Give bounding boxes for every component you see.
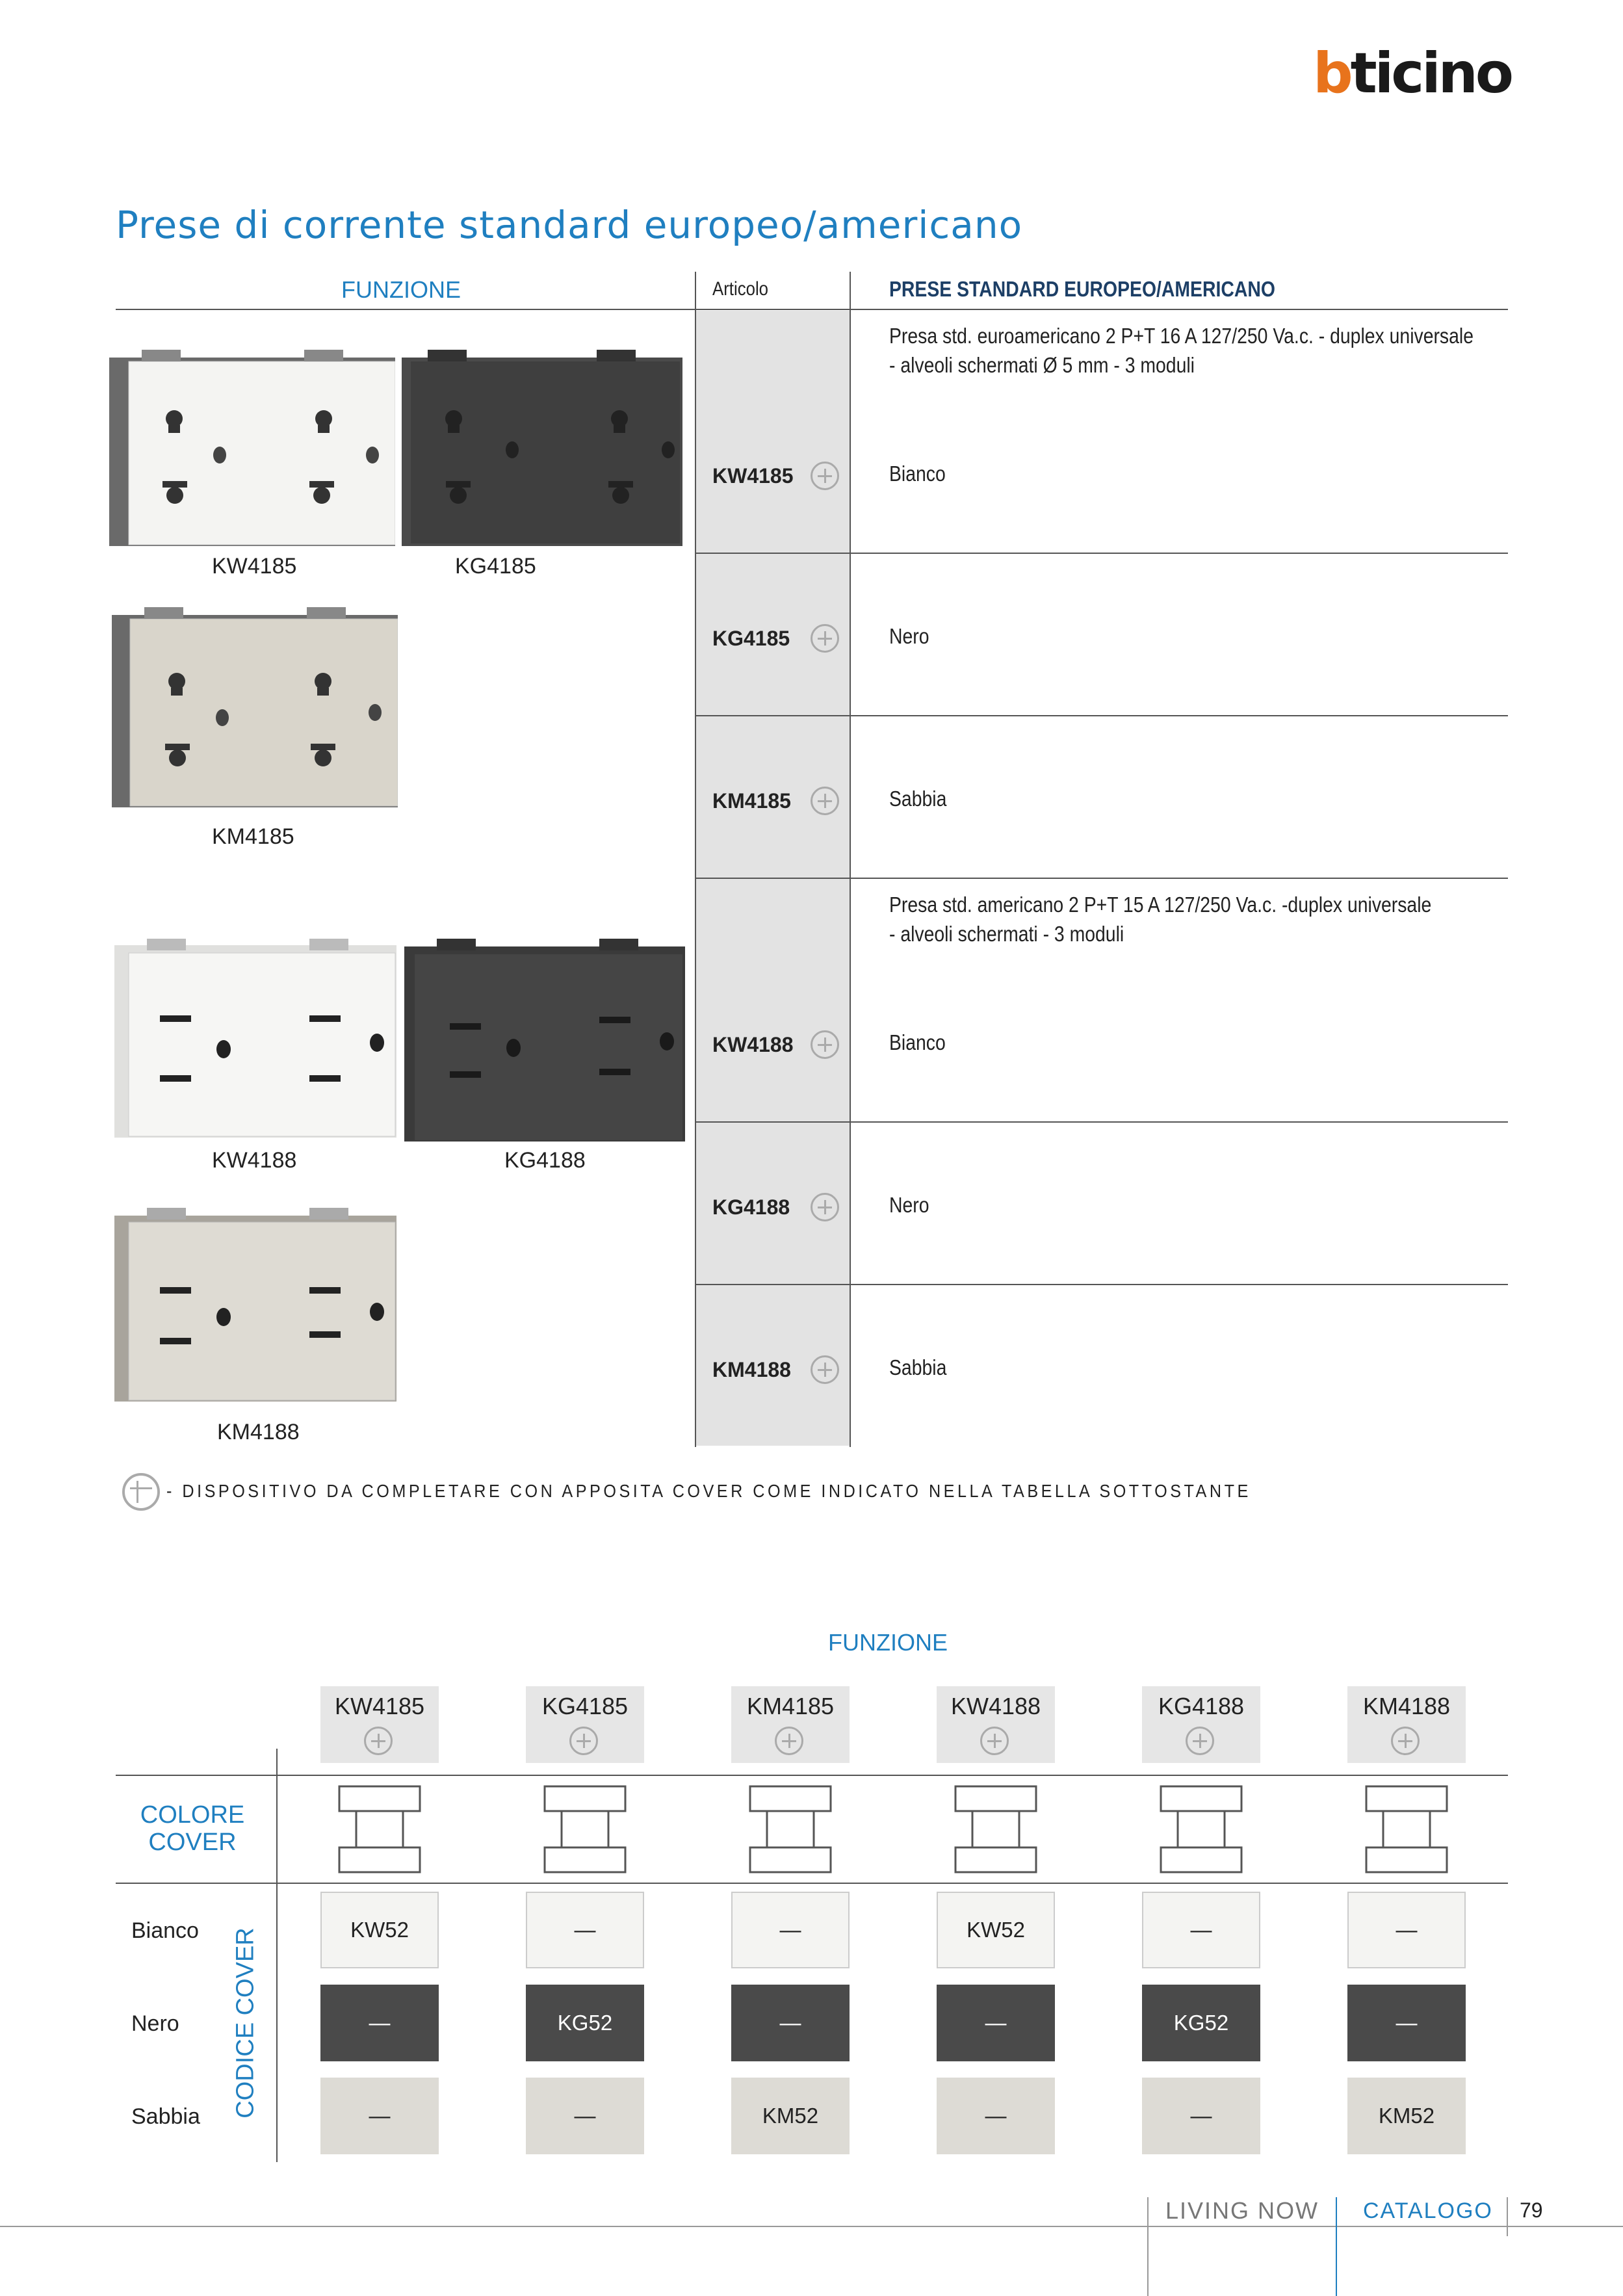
articolo-header: Articolo xyxy=(712,278,769,300)
cover-code-cell: KM52 xyxy=(731,2078,850,2154)
article-code: KW4185 xyxy=(712,464,794,488)
colore-cover-line: COVER xyxy=(148,1829,237,1856)
footer-divider xyxy=(1336,2197,1337,2296)
column-code: KM4188 xyxy=(1362,1693,1451,1719)
product-label: KW4185 xyxy=(212,554,297,579)
article-code: KW4188 xyxy=(712,1033,794,1056)
cover-code-cell: — xyxy=(1347,1892,1466,1968)
column-code: KW4188 xyxy=(950,1693,1041,1719)
footer-divider xyxy=(1507,2197,1508,2236)
product-label: KM4188 xyxy=(217,1420,300,1444)
article-code: KG4185 xyxy=(712,627,790,650)
plus-icon xyxy=(122,1473,160,1511)
color-name: Sabbia xyxy=(889,1355,947,1379)
group-description: Presa std. euroamericano 2 P+T 16 A 127/250 Va.c. - duplex universale xyxy=(889,324,1474,348)
cover-table-divider xyxy=(276,1749,278,2162)
column-divider-left xyxy=(695,272,696,1447)
article-code: KG4188 xyxy=(712,1195,790,1219)
cover-icon xyxy=(1158,1784,1244,1875)
funzione-header: FUNZIONE xyxy=(341,276,461,303)
cover-code-cell: — xyxy=(320,1985,439,2061)
footer-divider xyxy=(1147,2197,1149,2296)
product-image-km4188 xyxy=(114,1207,396,1403)
cover-code-cell: — xyxy=(526,2078,644,2154)
cover-code-cell: KM52 xyxy=(1347,2078,1466,2154)
cover-code-cell: — xyxy=(731,1892,850,1968)
product-label: KW4188 xyxy=(212,1148,297,1173)
cover-code-cell: KW52 xyxy=(937,1892,1055,1968)
cover-code-cell: — xyxy=(1347,1985,1466,2061)
color-name: Bianco xyxy=(889,1030,946,1054)
plus-icon xyxy=(364,1727,393,1755)
plus-icon xyxy=(811,1193,839,1221)
footer-rule xyxy=(0,2226,1623,2227)
product-image-kw4185 xyxy=(109,346,395,547)
row-divider xyxy=(695,878,1508,879)
plus-icon xyxy=(569,1727,598,1755)
row-divider xyxy=(695,715,1508,716)
cover-code-cell: KW52 xyxy=(320,1892,439,1968)
article-code: KM4185 xyxy=(712,789,791,813)
cover-code-cell: — xyxy=(526,1892,644,1968)
colore-cover-label xyxy=(116,1801,269,1856)
codice-cover-label: CODICE COVER xyxy=(231,1927,259,2119)
column-code: KW4185 xyxy=(334,1693,425,1719)
cover-column-header xyxy=(320,1686,439,1763)
product-image-kg4185 xyxy=(402,346,682,547)
cover-column-header xyxy=(1347,1686,1466,1763)
plus-icon xyxy=(1186,1727,1214,1755)
product-label: KM4185 xyxy=(212,824,294,849)
color-name: Nero xyxy=(889,624,929,648)
cover-code-cell: — xyxy=(1142,1892,1260,1968)
cover-code-cell: — xyxy=(937,2078,1055,2154)
group-description: - alveoli schermati Ø 5 mm - 3 moduli xyxy=(889,353,1195,377)
column-divider-right xyxy=(850,272,851,1447)
plus-icon xyxy=(811,787,839,815)
row-label: Bianco xyxy=(131,1918,199,1943)
group-description: Presa std. americano 2 P+T 15 A 127/250 Va.c. -duplex universale xyxy=(889,893,1432,917)
color-name: Sabbia xyxy=(889,787,947,811)
row-divider xyxy=(695,1121,1508,1123)
article-code: KM4188 xyxy=(712,1358,791,1381)
cover-column-header xyxy=(937,1686,1055,1763)
colore-cover-line: COLORE xyxy=(140,1801,245,1829)
cover-column-header xyxy=(731,1686,850,1763)
plus-icon xyxy=(811,1030,839,1059)
cover-table-rule xyxy=(116,1775,1508,1776)
header-rule xyxy=(116,309,1508,310)
cover-column-header xyxy=(526,1686,644,1763)
plus-icon xyxy=(811,462,839,490)
cover-code-cell: KG52 xyxy=(526,1985,644,2061)
cover-table-rule xyxy=(116,1883,1508,1884)
table-header-title: PRESE STANDARD EUROPEO/AMERICANO xyxy=(889,277,1275,301)
page-title: Prese di corrente standard europeo/americano xyxy=(116,203,1023,247)
cover-column-header xyxy=(1142,1686,1260,1763)
column-code: KG4188 xyxy=(1158,1693,1245,1719)
cover-note: - DISPOSITIVO DA COMPLETARE CON APPOSITA COVER COME INDICATO NELLA TABELLA SOTTOSTANTE xyxy=(166,1481,1251,1501)
cover-icon xyxy=(953,1784,1039,1875)
funzione-label: FUNZIONE xyxy=(828,1629,948,1656)
cover-code-cell: — xyxy=(1142,2078,1260,2154)
plus-icon xyxy=(811,624,839,653)
plus-icon xyxy=(775,1727,803,1755)
column-code: KM4185 xyxy=(746,1693,835,1719)
plus-icon xyxy=(1391,1727,1420,1755)
product-image-kw4188 xyxy=(114,936,396,1139)
plus-icon xyxy=(980,1727,1009,1755)
row-label: Sabbia xyxy=(131,2104,200,2129)
cover-icon xyxy=(1364,1784,1449,1875)
product-label: KG4188 xyxy=(504,1148,586,1173)
cover-code-cell: KG52 xyxy=(1142,1985,1260,2061)
color-name: Nero xyxy=(889,1193,929,1217)
row-label: Nero xyxy=(131,2011,179,2036)
row-divider xyxy=(695,1284,1508,1285)
plus-icon xyxy=(811,1355,839,1384)
row-divider xyxy=(695,553,1508,554)
column-code: KG4185 xyxy=(541,1693,629,1719)
cover-icon xyxy=(337,1784,422,1875)
color-name: Bianco xyxy=(889,462,946,486)
brand-logo: bticino xyxy=(1313,41,1511,106)
cover-code-cell: — xyxy=(731,1985,850,2061)
group-description: - alveoli schermati - 3 moduli xyxy=(889,922,1124,946)
product-image-km4185 xyxy=(112,603,398,810)
cover-code-cell: — xyxy=(937,1985,1055,2061)
cover-code-cell: — xyxy=(320,2078,439,2154)
product-image-kg4188 xyxy=(404,936,685,1143)
page-number: 79 xyxy=(1520,2198,1543,2222)
footer-living-now: LIVING NOW xyxy=(1165,2197,1319,2224)
footer-catalogo: CATALOGO xyxy=(1363,2198,1493,2223)
cover-icon xyxy=(747,1784,833,1875)
product-label: KG4185 xyxy=(455,554,536,579)
cover-icon xyxy=(542,1784,628,1875)
